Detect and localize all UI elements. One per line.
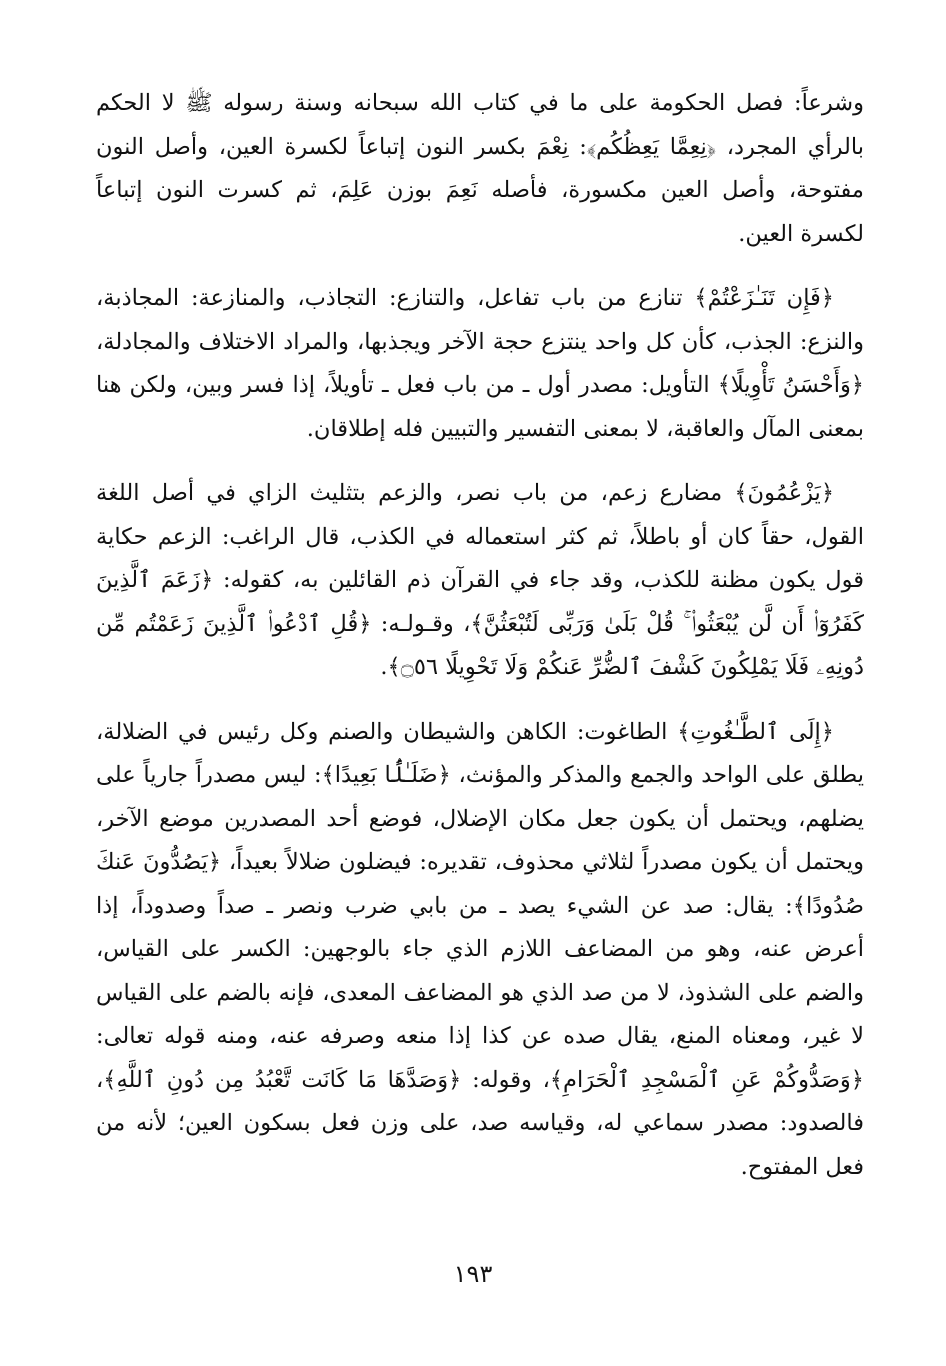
body-text [96,82,864,1189]
paragraph-3: ﴿يَزْعُمُونَ﴾ مضارع زعم، من باب نصر، والزعم بتثليث الزاي في أصل اللغة القول، حقاً كان أو باطلاً، ثم كثر استعماله في الكذب، قال الراغب: الزعم حكاية قول يكون مظنة للكذب، وقد جاء في القرآن ذم القائلين به، كقوله: ﴿زَعَمَ ٱلَّذِينَ كَفَرُوٓا۟ أَن لَّن يُبْعَثُوا۟ ۚ قُلْ بَلَىٰ وَرَبِّى لَتُبْعَثُنَّ﴾، وقـولـه: ﴿قُلِ ٱدْعُوا۟ ٱلَّذِينَ زَعَمْتُم مِّن دُونِهِۦ فَلَا يَمْلِكُونَ كَشْفَ ٱلضُّرِّ عَنكُمْ وَلَا تَحْوِيلًا ۝٥٦﴾. [96,480,864,680]
page-number: ١٩٣ [453,1260,493,1288]
paragraph-1: وشرعاً: فصل الحكومة على ما في كتاب الله سبحانه وسنة رسوله ﷺ لا الحكم بالرأي المجرد، ﴿نِعِمَّا يَعِظُكُم﴾: نِعْمَ بكسر النون إتباعاً لكسرة العين، وأصل النون مفتوحة، وأصل العين مكسورة، فأصله نَعِمَ بوزن عَلِمَ، ثم كسرت النون إتباعاً لكسرة العين. [96,90,864,247]
paragraph-2: ﴿فَإِن تَنَـٰزَعْتُمْ﴾ تنازع من باب تفاعل، والتنازع: التجاذب، والمنازعة: المجاذبة، والنزع: الجذب، كأن كل واحد ينتزع حجة الآخر ويجذبها، والمراد الاختلاف والمجادلة، ﴿وَأَحْسَنُ تَأْوِيلًا﴾ التأويل: مصدر أول ـ من باب فعل ـ تأويلاً، إذا فسر وبين، ولكن هنا بمعنى المآل والعاقبة، لا بمعنى التفسير والتبيين فله إطلاقان. [96,285,864,442]
paragraph-4: ﴿إِلَى ٱلطَّـٰغُوتِ﴾ الطاغوت: الكاهن والشيطان والصنم وكل رئيس في الضلالة، يطلق على الواحد والجمع والمذكر والمؤنث، ﴿ضَلَـٰلًۢا بَعِيدًا﴾: ليس مصدراً جارياً على يضلهم، ويحتمل أن يكون جعل مكان الإضلال، فوضع أحد المصدرين موضع الآخر، ويحتمل أن يكون مصدراً لثلاثي محذوف، تقديره: فيضلون ضلالاً بعيداً، ﴿يَصُدُّونَ عَنكَ صُدُودًا﴾: يقال: صد عن الشيء يصد ـ من بابي ضرب ونصر ـ صداً وصدوداً، إذا أعرض عنه، وهو من المضاعف اللازم الذي جاء بالوجهين: الكسر على القياس، والضم على الشذوذ، لا من صد الذي هو المضاعف المعدى، فإنه بالضم على القياس لا غير، ومعناه المنع، يقال صده عن كذا إذا منعه وصرفه عنه، ومنه قوله تعالى: ﴿وَصَدُّوكُمْ عَنِ ٱلْمَسْجِدِ ٱلْحَرَامِ﴾، وقوله: ﴿وَصَدَّهَا مَا كَانَت تَّعْبُدُ مِن دُونِ ٱللَّهِ﴾، فالصدود: مصدر سماعي له، وقياسه صد، على وزن فعل بسكون العين؛ لأنه من فعل المفتوح. [96,718,864,1180]
